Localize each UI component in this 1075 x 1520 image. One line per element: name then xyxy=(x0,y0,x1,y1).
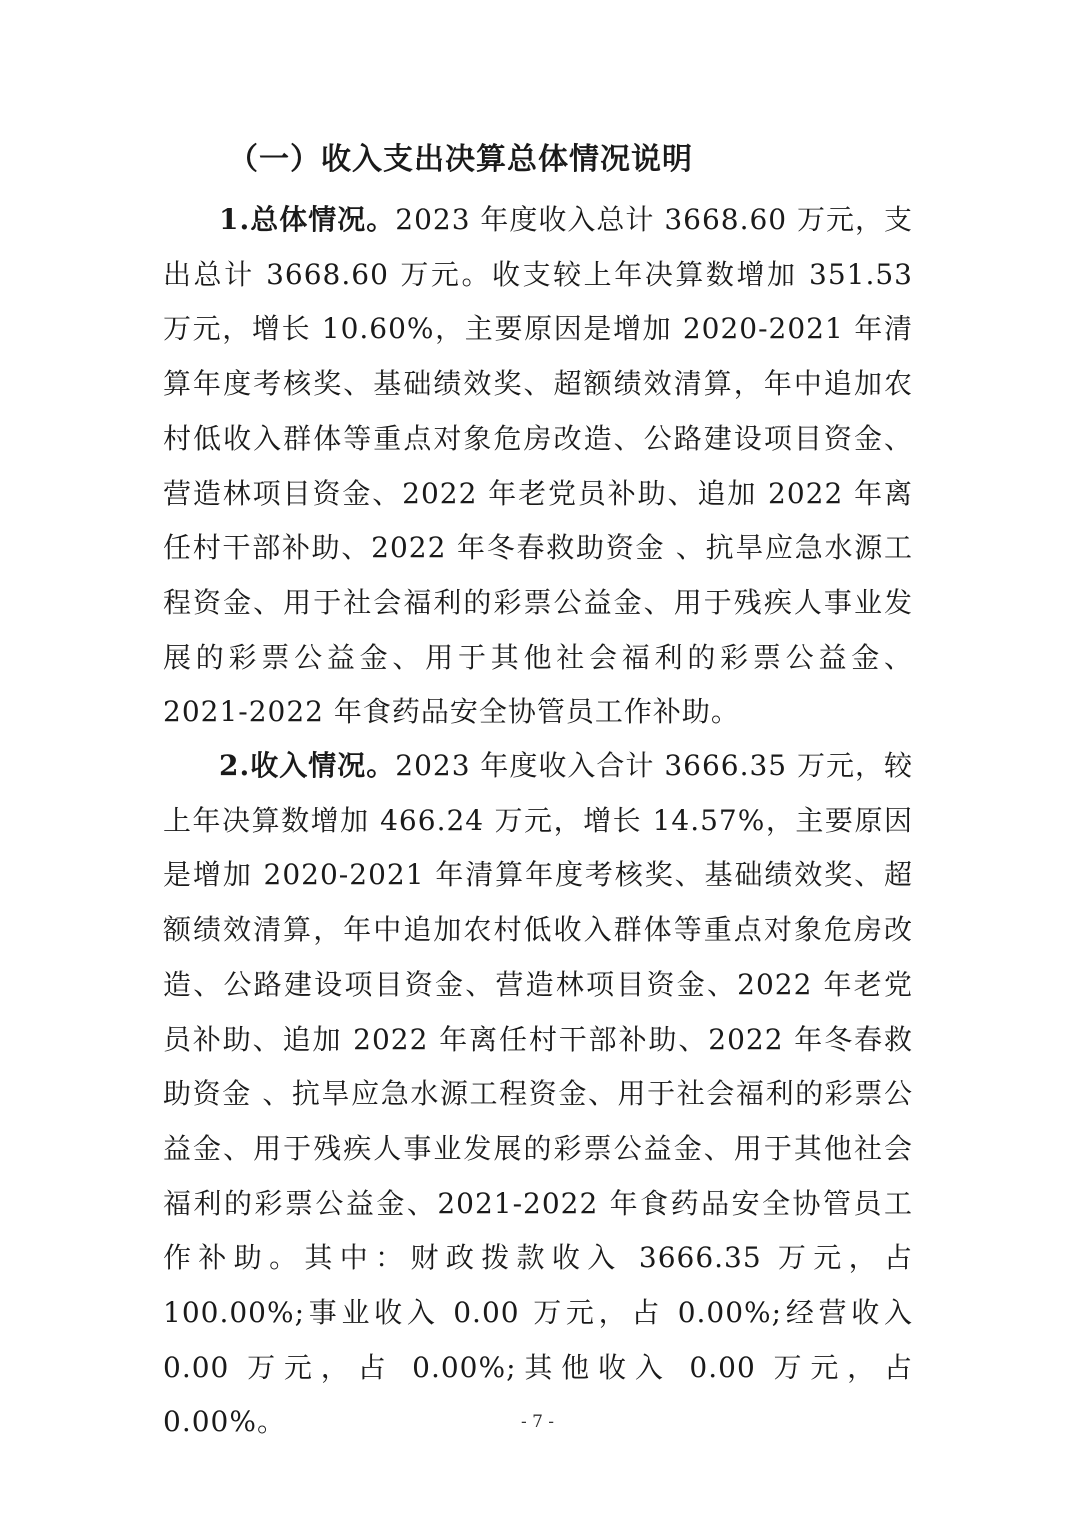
paragraph-body: 2023 年度收入总计 3668.60 万元，支出总计 3668.60 万元。收支较上年决算数增加 351.53 万元，增长 10.60%，主要原因是增加 2020-2021 年清算年度考核奖、基础绩效奖、超额绩效清算，年中追加农村低收入群体等重点对象危房改造、公路建设项目资金、营造林项目资金、2022 年老党员补助、追加 2022 年离任村干部补助、2022 年冬春救助资金 、抗旱应急水源工程资金、用于社会福利的彩票公益金、用于残疾人事业发展的彩票公益金、用于其他社会福利的彩票公益金、2021-2022 年食药品安全协管员工作补助。 xyxy=(163,203,914,729)
paragraph-overall xyxy=(163,193,913,740)
page-number: - 7 - xyxy=(520,1412,555,1432)
paragraph-body: 2023 年度收入合计 3666.35 万元，较上年决算数增加 466.24 万元，增长 14.57%，主要原因是增加 2020-2021 年清算年度考核奖、基础绩效奖、超额绩效清算，年中追加农村低收入群体等重点对象危房改造、公路建设项目资金、营造林项目资金、2022 年老党员补助、追加 2022 年离任村干部补助、2022 年冬春救助资金 、抗旱应急水源工程资金、用于社会福利的彩票公益金、用于残疾人事业发展的彩票公益金、用于其他社会福利的彩票公益金、2021-2022 年食药品安全协管员工作补助。其中：财政拨款收入 3666.35 万元，占 100.00%;事业收入 0.00 万元，占 0.00%;经营收入 0.00 万元，占 0.00%;其他收入 0.00 万元，占 0.00%。 xyxy=(163,749,914,1439)
section-heading: （一）收入支出决算总体情况说明 xyxy=(228,142,693,177)
paragraph-lead: 1.总体情况。 xyxy=(219,203,396,236)
paragraph-lead: 2.收入情况。 xyxy=(219,749,396,782)
paragraph-income xyxy=(163,739,913,1450)
